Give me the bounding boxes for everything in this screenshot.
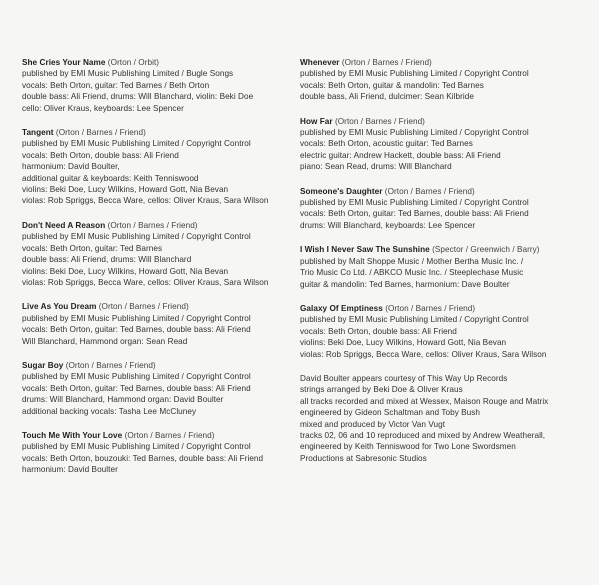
track-title: Live As You Dream — [22, 302, 97, 312]
credit-line: drums: Will Blanchard, keyboards: Lee Spencer — [300, 220, 476, 230]
credit-line: published by EMI Music Publishing Limited / Copyright Control — [300, 315, 529, 325]
credit-line: harmonium: David Boulter — [22, 465, 118, 475]
credit-line: additional guitar & keyboards: Keith Tenniswood — [22, 173, 199, 183]
credit-line: electric guitar: Andrew Hackett, double bass: Ali Friend — [300, 150, 501, 160]
track-credit-block — [22, 360, 292, 417]
track-title: Tangent — [22, 128, 54, 138]
track-heading — [300, 57, 570, 68]
track-credit-block — [22, 430, 292, 476]
track-title: Galaxy Of Emptiness — [300, 303, 383, 313]
credit-line: published by EMI Music Publishing Limited / Copyright Control — [300, 69, 529, 79]
credit-line: piano: Sean Read, drums: Will Blanchard — [300, 162, 452, 172]
track-heading — [22, 360, 292, 371]
right-column — [300, 57, 570, 477]
credit-line: double bass, Ali Friend, dulcimer: Sean Kilbride — [300, 92, 474, 102]
credit-line: vocals: Beth Orton, guitar: Ted Barnes, double bass: Ali Friend — [22, 325, 251, 335]
track-heading — [300, 303, 570, 314]
track-credit-block — [300, 186, 570, 232]
track-composers: (Orton / Barnes / Friend) — [334, 116, 425, 126]
track-heading — [22, 127, 292, 138]
track-title: Touch Me With Your Love — [22, 430, 123, 440]
credit-line: vocals: Beth Orton, bouzouki: Ted Barnes, double bass: Ali Friend — [22, 453, 264, 463]
track-title: Someone's Daughter — [300, 186, 383, 196]
credit-line: violas: Rob Spriggs, Becca Ware, cellos: Oliver Kraus, Sara Wilson — [22, 277, 269, 287]
credit-line: published by EMI Music Publishing Limited / Copyright Control — [22, 313, 251, 323]
track-title: How Far — [300, 116, 333, 126]
track-composers: (Spector / Greenwich / Barry) — [432, 245, 540, 255]
credit-line: published by EMI Music Publishing Limited / Copyright Control — [22, 139, 251, 149]
track-title: Don't Need A Reason — [22, 220, 106, 230]
track-heading — [300, 186, 570, 197]
credit-line: drums: Will Blanchard, Hammond organ: David Boulter — [22, 395, 224, 405]
credit-line: vocals: Beth Orton, double bass: Ali Friend — [22, 150, 179, 160]
track-credit-block — [22, 127, 292, 207]
credit-line: violins: Beki Doe, Lucy Wilkins, Howard Gott, Nia Bevan — [300, 338, 507, 348]
credit-line: vocals: Beth Orton, guitar & mandolin: Ted Barnes — [300, 80, 484, 90]
credit-line: violas: Rob Spriggs, Becca Ware, cellos: Oliver Kraus, Sara Wilson — [300, 349, 547, 359]
credit-line: violas: Rob Spriggs, Becca Ware, cellos: Oliver Kraus, Sara Wilson — [22, 196, 269, 206]
track-credit-block — [300, 116, 570, 173]
track-composers: (Orton / Barnes / Friend) — [107, 220, 198, 230]
production-credit-line: mixed and produced by Victor Van Vugt — [300, 419, 446, 429]
credit-line: cello: Oliver Kraus, keyboards: Lee Spencer — [22, 103, 184, 113]
track-composers: (Orton / Orbit) — [107, 58, 160, 67]
track-credit-block — [22, 57, 292, 114]
credit-line: published by Malt Shoppe Music / Mother Bertha Music Inc. / — [300, 256, 524, 266]
track-heading — [300, 116, 570, 127]
credit-line: vocals: Beth Orton, acoustic guitar: Ted Barnes — [300, 139, 473, 149]
credit-line: harmonium: David Boulter, — [22, 162, 120, 172]
credit-line: vocals: Beth Orton, double bass: Ali Friend — [300, 326, 457, 336]
credit-line: published by EMI Music Publishing Limited / Bugle Songs — [22, 69, 234, 79]
track-composers: (Orton / Barnes / Friend) — [385, 303, 476, 313]
credit-line: Will Blanchard, Hammond organ: Sean Read — [22, 336, 188, 346]
track-composers: (Orton / Barnes / Friend) — [341, 58, 432, 67]
track-composers: (Orton / Barnes / Friend) — [384, 186, 475, 196]
credit-line: published by EMI Music Publishing Limited / Copyright Control — [22, 442, 251, 452]
track-credit-block — [22, 301, 292, 347]
production-credit-line: engineered by Keith Tenniswood for Two Lone Swordsmen — [300, 442, 516, 452]
credit-line: vocals: Beth Orton, guitar: Ted Barnes, double bass: Ali Friend — [22, 383, 251, 393]
credit-line: double bass: Ali Friend, drums: Will Blanchard, violin: Beki Doe — [22, 92, 254, 102]
credit-line: guitar & mandolin: Ted Barnes, harmonium: Dave Boulter — [300, 279, 510, 289]
production-credit-line: strings arranged by Beki Doe & Oliver Kraus — [300, 385, 463, 395]
track-title: I Wish I Never Saw The Sunshine — [300, 245, 430, 255]
credit-line: published by EMI Music Publishing Limited / Copyright Control — [22, 232, 251, 242]
track-heading — [22, 301, 292, 312]
credit-line: published by EMI Music Publishing Limited / Copyright Control — [300, 128, 529, 138]
credit-line: violins: Beki Doe, Lucy Wilkins, Howard Gott, Nia Bevan — [22, 266, 229, 276]
track-composers: (Orton / Barnes / Friend) — [124, 430, 215, 440]
credit-line: vocals: Beth Orton, guitar: Ted Barnes — [22, 243, 163, 253]
track-composers: (Orton / Barnes / Friend) — [65, 360, 156, 370]
credit-line: vocals: Beth Orton, guitar: Ted Barnes, double bass: Ali Friend — [300, 209, 529, 219]
credit-line: violins: Beki Doe, Lucy Wilkins, Howard Gott, Nia Bevan — [22, 185, 229, 195]
production-credits — [300, 373, 570, 464]
production-credit-line: David Boulter appears courtesy of This Way Up Records — [300, 373, 508, 383]
track-credit-block — [300, 303, 570, 360]
production-credit-line: all tracks recorded and mixed at Wessex, Maison Rouge and Matrix — [300, 396, 549, 406]
credit-line: Trio Music Co Ltd. / ABKCO Music Inc. / Steeplechase Music — [300, 268, 524, 278]
production-credit-line: engineered by Gideon Schaltman and Toby Bush — [300, 408, 481, 418]
track-credit-block — [22, 220, 292, 288]
track-heading — [300, 244, 570, 255]
track-title: Whenever — [300, 58, 340, 67]
track-composers: (Orton / Barnes / Friend) — [98, 302, 189, 312]
production-credit-line: Productions at Sabresonic Studios — [300, 453, 427, 463]
track-credit-block — [300, 57, 570, 103]
production-credit-line: tracks 02, 06 and 10 reproduced and mixed by Andrew Weatherall, — [300, 430, 546, 440]
credit-line: vocals: Beth Orton, guitar: Ted Barnes / Beth Orton — [22, 80, 210, 90]
credit-line: additional backing vocals: Tasha Lee McCluney — [22, 406, 197, 416]
credit-line: double bass: Ali Friend, drums: Will Blanchard — [22, 255, 192, 265]
track-heading — [22, 430, 292, 441]
track-composers: (Orton / Barnes / Friend) — [55, 128, 146, 138]
track-heading — [22, 220, 292, 231]
track-title: Sugar Boy — [22, 360, 64, 370]
credit-line: published by EMI Music Publishing Limited / Copyright Control — [22, 372, 251, 382]
credit-line: published by EMI Music Publishing Limited / Copyright Control — [300, 198, 529, 208]
track-heading — [22, 57, 292, 68]
left-column — [22, 57, 292, 489]
track-title: She Cries Your Name — [22, 58, 106, 67]
track-credit-block — [300, 244, 570, 290]
